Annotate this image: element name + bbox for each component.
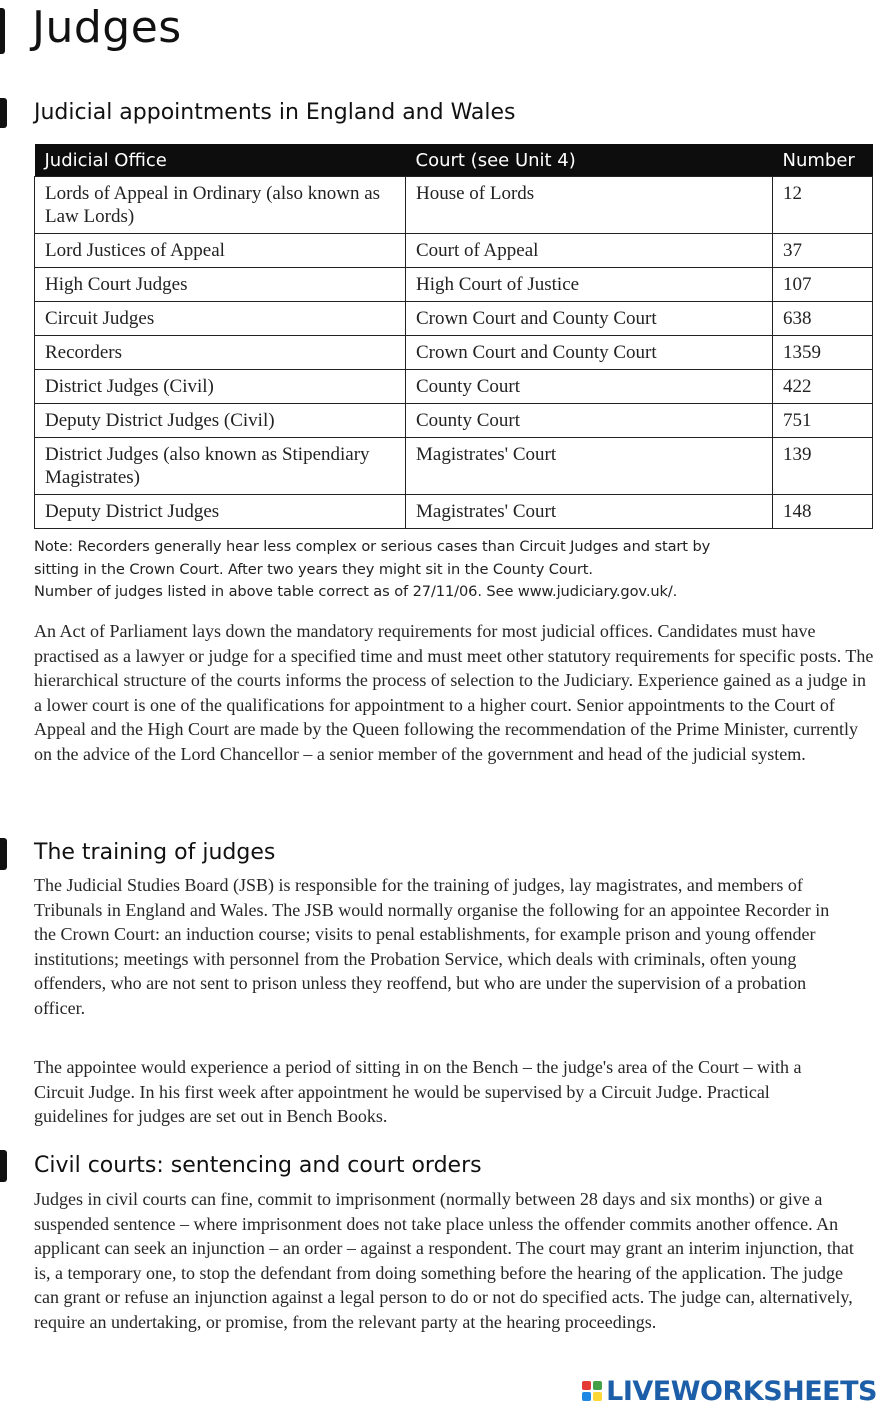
table-row xyxy=(35,336,873,370)
cell-office: Circuit Judges xyxy=(35,302,406,336)
table-row xyxy=(35,177,873,234)
column-header-office: Judicial Office xyxy=(35,144,406,177)
section-accent-bar-appointments xyxy=(0,98,7,128)
table-row xyxy=(35,302,873,336)
table-row xyxy=(35,495,873,529)
training-paragraph-2: The appointee would experience a period of sitting in on the Bench – the judge's area of the Court – with a Circuit Judge. In his first week after appointment he would be supervised by a Circuit Judge. Practical guidelines for judges are set out in Bench Books. xyxy=(34,1057,802,1127)
cell-number: 148 xyxy=(773,495,873,529)
cell-court: Magistrates' Court xyxy=(406,495,773,529)
column-header-court: Court (see Unit 4) xyxy=(406,144,773,177)
logo-square-1 xyxy=(582,1381,591,1390)
training-paragraph-1: The Judicial Studies Board (JSB) is responsible for the training of judges, lay magistrates, and members of Tribunals in England and Wales. The JSB would normally organise the following for an appointee Recorder in the Crown Court: an induction course; visits to penal establishments, for example prison and young offender institutions; meetings with personnel from the Probation Service, which deals with criminals, often young offenders, who are not sent to prison unless they reoffend, but who are under the supervision of a probation officer. xyxy=(34,875,830,1018)
cell-court: County Court xyxy=(406,404,773,438)
liveworksheets-watermark xyxy=(582,1374,877,1408)
cell-office: Lord Justices of Appeal xyxy=(35,234,406,268)
liveworksheets-logo-icon xyxy=(582,1381,602,1401)
logo-square-3 xyxy=(582,1392,591,1401)
civil-courts-heading: Civil courts: sentencing and court orders xyxy=(34,1153,482,1178)
cell-office: High Court Judges xyxy=(35,268,406,302)
cell-court: Magistrates' Court xyxy=(406,438,773,495)
table-row xyxy=(35,404,873,438)
appointments-heading: Judicial appointments in England and Wales xyxy=(34,100,516,125)
cell-office: District Judges (Civil) xyxy=(35,370,406,404)
cell-court: County Court xyxy=(406,370,773,404)
cell-court: Court of Appeal xyxy=(406,234,773,268)
table-header-row xyxy=(35,144,873,177)
cell-number: 12 xyxy=(773,177,873,234)
cell-number: 107 xyxy=(773,268,873,302)
watermark-text: LIVEWORKSHEETS xyxy=(606,1375,877,1407)
civil-courts-paragraph: Judges in civil courts can fine, commit to imprisonment (normally between 28 days and six months) or give a suspended sentence – where imprisonment does not take place unless the offender commits another offence. An applicant can seek an injunction – an order – against a respondent. The court may grant an interim injunction, that is, a temporary one, to stop the defendant from doing something before the hearing of the application. The judge can grant or refuse an injunction against a legal person to do or not do specified acts. The judge can, alternatively, require an undertaking, or promise, from the relevant party at the hearing proceedings. xyxy=(34,1189,854,1332)
table-body xyxy=(35,177,873,529)
cell-number: 638 xyxy=(773,302,873,336)
cell-number: 1359 xyxy=(773,336,873,370)
cell-number: 751 xyxy=(773,404,873,438)
section-accent-bar-training xyxy=(0,838,7,870)
cell-office: Lords of Appeal in Ordinary (also known as Law Lords) xyxy=(35,177,406,234)
logo-square-4 xyxy=(593,1392,602,1401)
note-line-2: sitting in the Crown Court. After two years they might sit in the County Court. xyxy=(34,560,593,578)
cell-court: Crown Court and County Court xyxy=(406,302,773,336)
cell-number: 37 xyxy=(773,234,873,268)
logo-square-2 xyxy=(593,1381,602,1390)
cell-court: Crown Court and County Court xyxy=(406,336,773,370)
table-row xyxy=(35,370,873,404)
table-row xyxy=(35,234,873,268)
cell-number: 422 xyxy=(773,370,873,404)
cell-court: House of Lords xyxy=(406,177,773,234)
table-note xyxy=(34,536,854,604)
table-row xyxy=(35,438,873,495)
judicial-appointments-table xyxy=(34,144,873,529)
cell-office: District Judges (also known as Stipendiary Magistrates) xyxy=(35,438,406,495)
cell-office: Deputy District Judges (Civil) xyxy=(35,404,406,438)
title-accent-bar xyxy=(0,8,5,54)
cell-number: 139 xyxy=(773,438,873,495)
cell-office: Deputy District Judges xyxy=(35,495,406,529)
training-heading: The training of judges xyxy=(34,840,276,865)
note-line-3: Number of judges listed in above table correct as of 27/11/06. See www.judiciary.gov.uk/. xyxy=(34,583,678,600)
note-line-1: Note: Recorders generally hear less complex or serious cases than Circuit Judges and start by xyxy=(34,538,711,555)
table-row xyxy=(35,268,873,302)
section-accent-bar-civil xyxy=(0,1150,7,1182)
cell-court: High Court of Justice xyxy=(406,268,773,302)
page-title: Judges xyxy=(32,2,182,53)
column-header-number: Number xyxy=(773,144,873,177)
cell-office: Recorders xyxy=(35,336,406,370)
intro-paragraph: An Act of Parliament lays down the mandatory requirements for most judicial offices. Candidates must have practised as a lawyer or judge for a specified time and must meet other statutory requirements for specific posts. The hierarchical structure of the courts informs the process of selection to the Judiciary. Experience gained as a judge in a lower court is one of the qualifications for appointment to a higher court. Senior appointments to the Court of Appeal and the High Court are made by the Queen following the recommendation of the Prime Minister, currently on the advice of the Lord Chancellor – a senior member of the government and head of the judicial system. xyxy=(34,621,874,764)
